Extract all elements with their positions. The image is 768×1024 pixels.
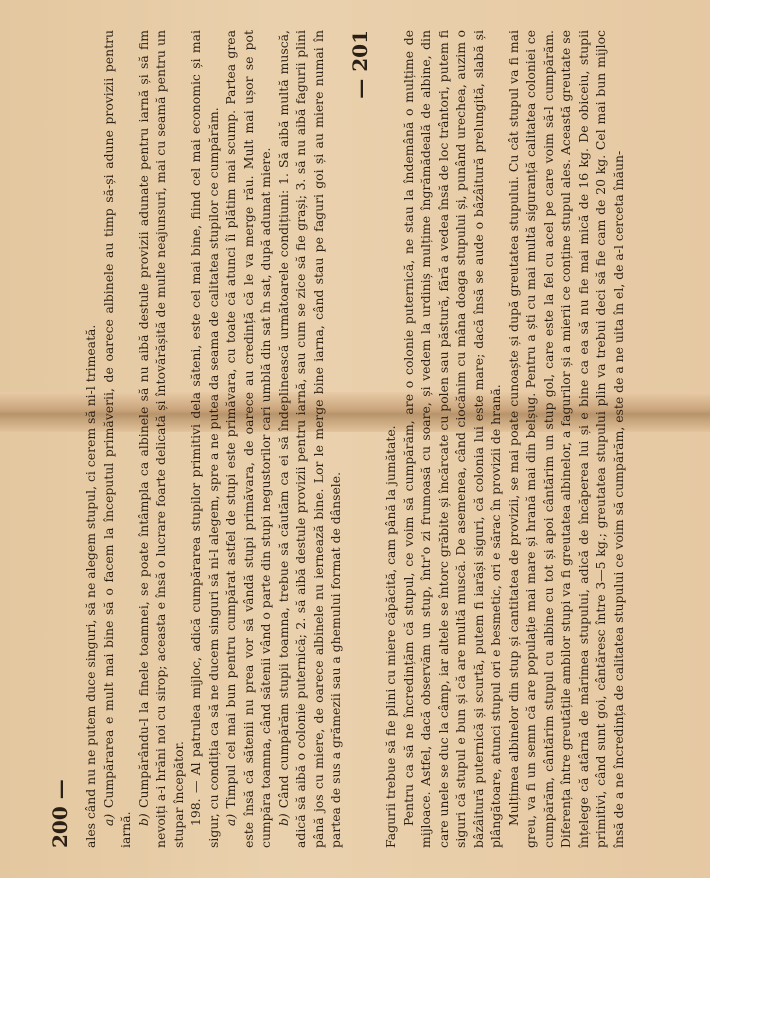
paragraph-text: Cumpărarea e mult mai bine să o facem la începutul primăverii, de oarece albinele au timp să-și adune provizii pentru iarnă. bbox=[100, 30, 133, 848]
paragraph bbox=[100, 30, 135, 848]
paragraph-text: Când cumpărăm stupii toamna, trebue să căutăm ca ei să îndeplinească următoarele condițiuni: 1. Să aibă multă muscă, adică să aibă o colonie puternică; 2. să aibă destule provizii pentru iarnă, sau cum se zice să fie grași; 3. să nu aibă fagurii plini până jos cu miere, de oarece albinele nu iernează bine. Lor le merge bine iarna, când stau pe faguri goi și au miere numai în partea de sus a grămezii sau a ghemului format de dânsele. bbox=[275, 30, 343, 848]
paragraph-text: Timpul cel mai bun pentru cumpărat astfel de stupi este primăvara, cu toate că atunci îi plătim mai scump. Partea grea este însă că sătenii nu prea vor să vândă stupi primăvara, de oarece au credință că le va merge rău. Mult mai ușor se pot cumpăra toamna, când sătenii vând o parte din stupi negustorilor cari umblă din sat în sat, după adunat miere. bbox=[223, 30, 273, 848]
right-page-number: — 201 bbox=[348, 30, 372, 99]
left-page-number: 200 — bbox=[48, 779, 72, 848]
left-page-text bbox=[82, 30, 343, 848]
paragraph bbox=[135, 30, 188, 848]
left-page bbox=[40, 0, 343, 878]
paragraph-text: Mulțimea albinelor din stup și cantitatea de provizii, se mai poate cunoaște și după greutatea stupului. Cu cât stupul va fi mai greu, va fi un semn că are populație mai mare și hrană mai din belșug. Pentru a ști cu mai multă siguranță calitatea coloniei ce cumpărăm, cântărim stupul cu albine cu tot și apoi cântărim un stup gol, care este la fel cu acel pe care voim să-l cumpărăm. Diferența între greutățile ambilor stupi va fi greutatea albinelor, a fagurilor și a mierii ce conține stupul ales. Această greutate se înțelege că atârnă de mărimea stupului, adică de încăperea lui și e bine ca ea să nu fie mai mică de 16 kg. De obiceiu, stupii primitivi, când sunt goi, cântăresc între 3—5 kg.; greutatea stupului plin va trebui deci să fie cam de 20 kg. Cel mai bun mijloc însă de a ne încredința de calitatea stupului ce voim să cumpărăm, este de a ne uita în el, de a-l cerceta înăun- bbox=[505, 30, 626, 848]
paragraph bbox=[187, 30, 222, 848]
paragraph bbox=[382, 30, 400, 848]
paragraph-text: Al patrulea mijloc, adică cumpărarea stupilor primitivi dela săteni, este cel mai bine, fiind cel mai economic și mai sigur, cu condiția ca să ne ducem singuri să ni-l alegem, spre a ne putea da seama de calitatea stupilor ce cumpărăm. bbox=[188, 30, 221, 848]
paragraph-lead: b) bbox=[135, 813, 151, 826]
paragraph-lead: a) bbox=[223, 813, 238, 826]
paragraph bbox=[400, 30, 505, 848]
paragraph bbox=[82, 30, 100, 848]
paragraph-text: Cumpărându-l la finele toamnei, se poate întâmpla ca albinele să nu aibă destule provizii adunate pentru iarnă și să fim nevoiți a-i hrăni noi cu sirop; aceasta e însă o lucrare foarte delicată și întovărășită de multe neajunsuri, mai cu seamă pentru un stupar începător. bbox=[135, 30, 186, 848]
paragraph bbox=[222, 30, 275, 848]
paragraph-text: ales când nu ne putem duce singuri, să ne alegem stupul, ci cerem să ni-l trimeată. bbox=[83, 324, 98, 848]
paragraph-lead: a) bbox=[100, 813, 116, 826]
paragraph bbox=[275, 30, 345, 848]
section-number: 198. — bbox=[188, 780, 203, 826]
right-page-text bbox=[382, 30, 630, 848]
paragraph bbox=[505, 30, 628, 848]
paragraph-lead: b) bbox=[275, 813, 291, 826]
right-page bbox=[340, 0, 640, 878]
paragraph-text: Fagurii trebue să fie plini cu miere căpăcită, cam până la jumătate. bbox=[383, 425, 398, 848]
paragraph-text: Pentru ca să ne încredințăm că stupul, ce voim să cumpărăm, are o colonie puternică, ne stau la îndemână o mulțime de mijloace. Astfel, dacă observăm un stup, într'o zi frumoasă cu soare, și vedem la urdiniș mulțime îngrămădeală de albine, din care unele se duc la câmp, iar altele se întorc grăbite și încărcate cu polen sau păstură, fără a vedea însă de loc trântori, putem fi siguri că stupul e bun și că are multă muscă. De asemenea, când ciocănim cu mâna doaga stupului și, punând urechea, auzim o bâzâitură puternică și scurtă, putem fi iarăși siguri, că colonia lui este mare; dacă însă se aude o bâzâitură prelungită, slabă și plângătoare, atunci stupul ori e besmetic, ori e sărac în provizii de hrană. bbox=[400, 30, 503, 848]
